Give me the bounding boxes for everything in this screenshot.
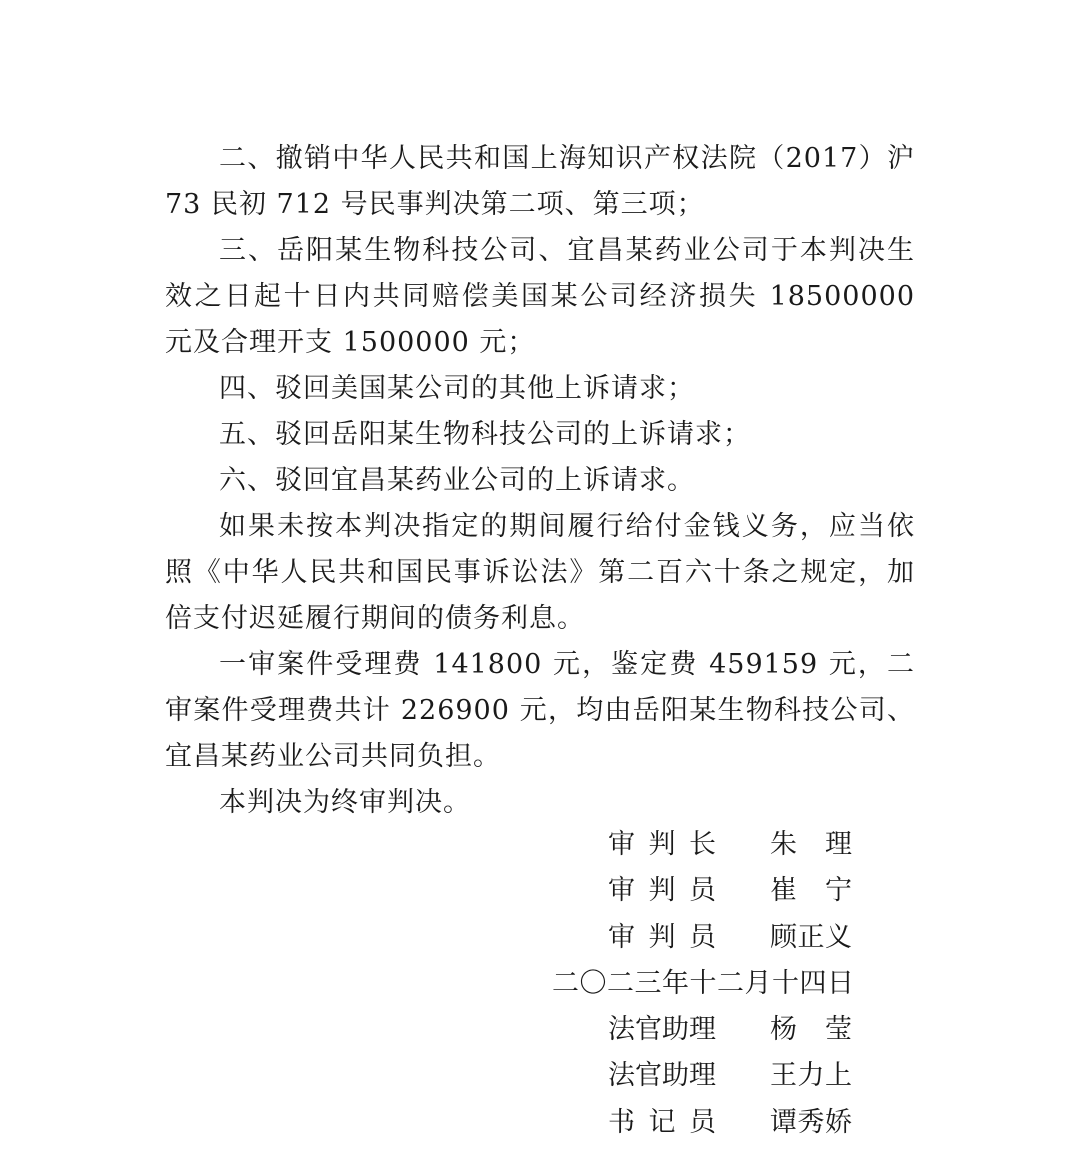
signature-role: 审判员 <box>608 875 716 907</box>
signature-role: 法官助理 <box>608 1060 716 1092</box>
signature-row-presiding-judge <box>552 822 862 868</box>
signature-row-judge-1 <box>552 868 862 914</box>
judgment-date: 二〇二三年十二月十四日 <box>552 967 855 999</box>
signature-name: 顾正义 <box>770 921 852 953</box>
signature-name: 朱理 <box>770 829 852 860</box>
signature-role: 审判员 <box>608 921 716 953</box>
signature-name: 崔宁 <box>770 875 852 907</box>
signature-name: 谭秀娇 <box>770 1106 852 1138</box>
signature-block <box>552 822 862 1146</box>
signature-name: 王力上 <box>770 1060 852 1092</box>
signature-role: 审判长 <box>608 829 716 860</box>
signature-name: 杨莹 <box>770 1014 852 1046</box>
judgment-date-row <box>552 961 862 1007</box>
signature-row-assistant-1 <box>552 1007 862 1053</box>
signature-role: 法官助理 <box>608 1014 716 1046</box>
paragraph-item-3: 三、岳阳某生物科技公司、宜昌某药业公司于本判决生效之日起十日内共同赔偿美国某公司经济损失 18500000 元及合理开支 1500000 元； <box>165 235 915 358</box>
signature-role: 书记员 <box>608 1106 716 1138</box>
paragraph-item-6: 六、驳回宜昌某药业公司的上诉请求。 <box>219 465 695 496</box>
paragraph-item-4: 四、驳回美国某公司的其他上诉请求； <box>219 373 695 404</box>
signature-row-judge-2 <box>552 915 862 961</box>
paragraph-final-judgment: 本判决为终审判决。 <box>219 787 471 818</box>
paragraph-item-2: 二、撤销中华人民共和国上海知识产权法院（2017）沪 73 民初 712 号民事判决第二项、第三项； <box>165 143 915 220</box>
paragraph-late-payment: 如果未按本判决指定的期间履行给付金钱义务，应当依照《中华人民共和国民事诉讼法》第二百六十条之规定，加倍支付迟延履行期间的债务利息。 <box>165 511 915 634</box>
paragraph-fees: 一审案件受理费 141800 元，鉴定费 459159 元，二审案件受理费共计 226900 元，均由岳阳某生物科技公司、宜昌某药业公司共同负担。 <box>165 649 915 772</box>
signature-row-assistant-2 <box>552 1053 862 1099</box>
judgment-body <box>165 136 915 826</box>
signature-row-clerk <box>552 1100 862 1146</box>
paragraph-item-5: 五、驳回岳阳某生物科技公司的上诉请求； <box>219 419 751 450</box>
